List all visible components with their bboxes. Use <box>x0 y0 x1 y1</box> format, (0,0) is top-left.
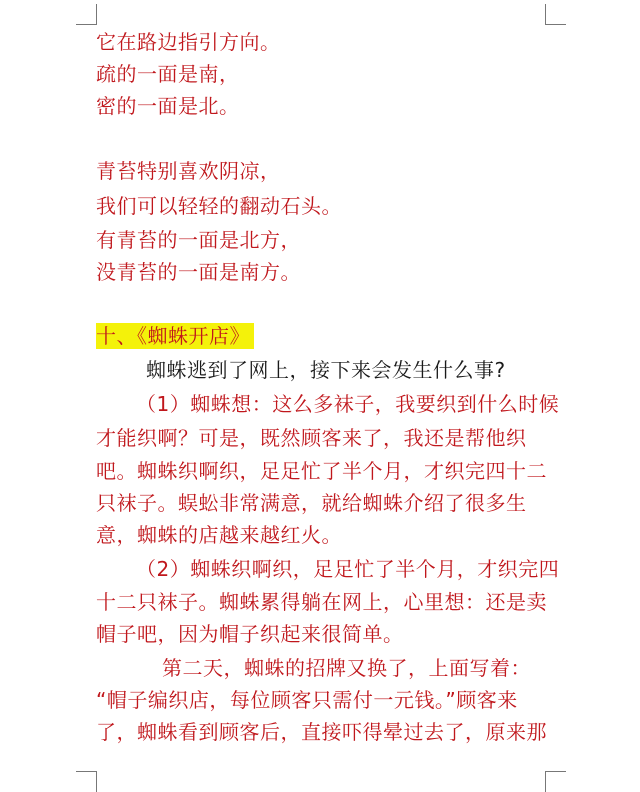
crop-mark-top-right <box>545 4 566 25</box>
answer1-line: 才能织啊？可是，既然顾客来了，我还是帮他织 <box>96 426 527 450</box>
crop-mark-top-left <box>76 4 97 25</box>
poem-line: 我们可以轻轻的翻动石头。 <box>96 194 342 218</box>
continuation-line: 第二天，蜘蛛的招牌又换了，上面写着： <box>162 656 531 680</box>
answer2-line: （2）蜘蛛织啊织，足足忙了半个月，才织完四 <box>136 557 560 581</box>
poem-line: 青苔特别喜欢阴凉， <box>96 159 281 183</box>
section-title-highlight: 十、《蜘蛛开店》 <box>96 323 254 349</box>
answer2-line: 帽子吧，因为帽子织起来很简单。 <box>96 622 404 646</box>
answer1-line: 只袜子。蜈蚣非常满意，就给蜘蛛介绍了很多生 <box>96 491 527 515</box>
answer1-line: （1）蜘蛛想：这么多袜子，我要织到什么时候 <box>136 392 560 416</box>
answer1-line: 意，蜘蛛的店越来越红火。 <box>96 523 342 547</box>
poem-line: 有青苔的一面是北方， <box>96 228 301 252</box>
poem-line: 没青苔的一面是南方。 <box>96 260 301 284</box>
section-title <box>96 324 254 348</box>
poem-line: 疏的一面是南， <box>96 62 240 86</box>
crop-mark-bottom-left <box>76 771 97 792</box>
answer1-line: 吧。蜘蛛织啊织，足足忙了半个月，才织完四十二 <box>96 459 547 483</box>
poem-line: 它在路边指引方向。 <box>96 30 281 54</box>
poem-line: 密的一面是北。 <box>96 94 240 118</box>
continuation-line: “帽子编织店，每位顾客只需付一元钱。”顾客来 <box>96 688 518 712</box>
answer2-line: 十二只袜子。蜘蛛累得躺在网上，心里想：还是卖 <box>96 590 547 614</box>
section-question: 蜘蛛逃到了网上，接下来会发生什么事? <box>146 358 506 382</box>
continuation-line: 了，蜘蛛看到顾客后，直接吓得晕过去了，原来那 <box>96 720 547 744</box>
crop-mark-bottom-right <box>545 771 566 792</box>
